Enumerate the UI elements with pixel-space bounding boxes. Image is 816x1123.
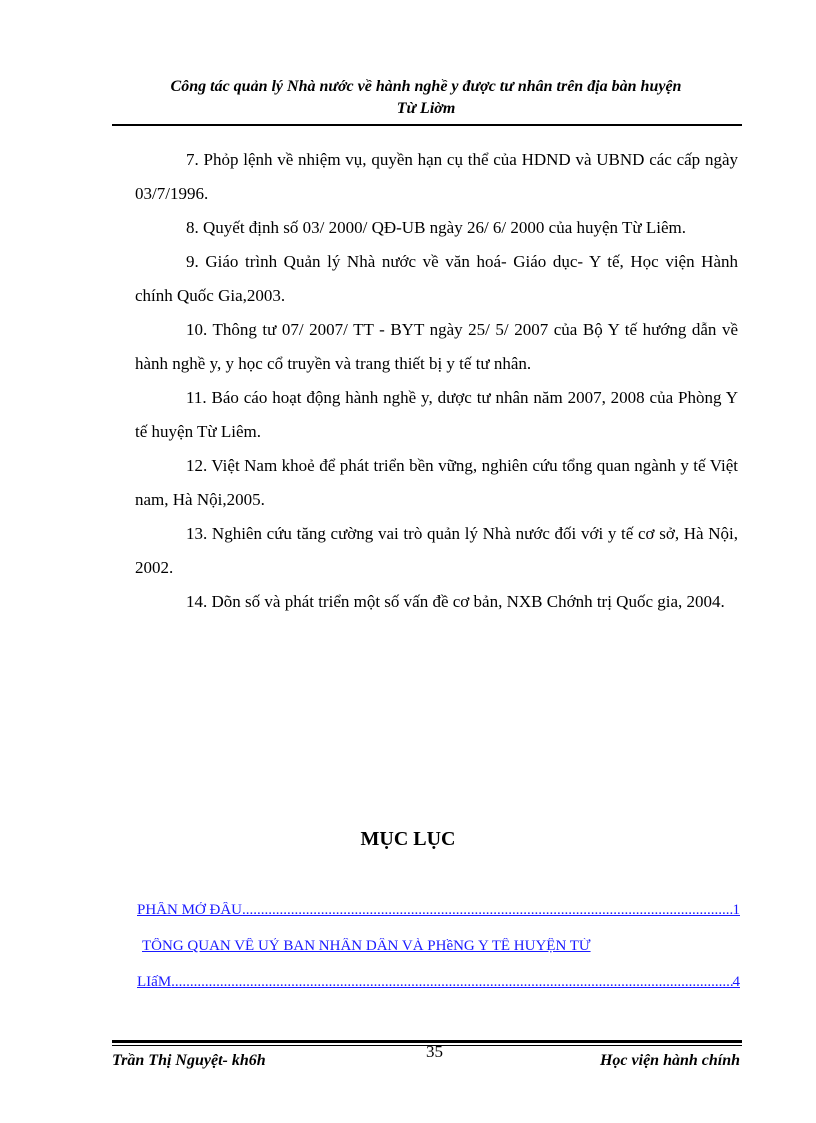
reference-item: 13. Nghiên cứu tăng cường vai trò quản lý Nhà nước đối với y tế cơ sở, Hà Nội, 2002. bbox=[135, 524, 738, 577]
reference-item: 9. Giáo trình Quản lý Nhà nước về văn hoá- Giáo dục- Y tế, Học viện Hành chính Quốc Gia,2003. bbox=[135, 252, 738, 305]
toc-link-introduction[interactable] bbox=[137, 902, 740, 919]
toc-entry-label: LIấM bbox=[137, 974, 172, 990]
reference-item: 7. Phỏp lệnh về nhiệm vụ, quyền hạn cụ thể của HDND và UBND các cấp ngày 03/7/1996. bbox=[135, 150, 738, 203]
toc-link-overview[interactable] bbox=[142, 938, 591, 955]
reference-item: 14. Dõn số và phát triển một số vấn đề cơ bản, NXB Chớnh trị Quốc gia, 2004. bbox=[186, 592, 725, 611]
reference-item: 11. Báo cáo hoạt động hành nghề y, dược tư nhân năm 2007, 2008 của Phòng Y tế huyện Từ Liêm. bbox=[135, 388, 738, 441]
toc-page-number: 4 bbox=[732, 974, 740, 990]
toc-dot-leader bbox=[242, 902, 732, 919]
page-number: 35 bbox=[426, 1042, 443, 1061]
toc-title: MỤC LỤC bbox=[360, 828, 456, 850]
toc-entry-label: PHẦN MỞ ĐẦU bbox=[137, 902, 243, 918]
header-divider bbox=[112, 124, 742, 126]
reference-item: 8. Quyết định số 03/ 2000/ QĐ-UB ngày 26/ 6/ 2000 của huyện Từ Liêm. bbox=[186, 218, 686, 237]
reference-item: 10. Thông tư 07/ 2007/ TT - BYT ngày 25/ 5/ 2007 của Bộ Y tế hướng dẫn về hành nghề y, y học cổ truyền và trang thiết bị y tế tư nhân. bbox=[135, 320, 738, 373]
header-title-line2: Từ Liờm bbox=[396, 100, 456, 117]
footer-institution: Học viện hành chính bbox=[599, 1052, 740, 1069]
reference-list bbox=[135, 143, 738, 619]
toc-page-number: 1 bbox=[732, 902, 740, 918]
toc-link-overview-cont[interactable] bbox=[137, 974, 740, 991]
running-header bbox=[110, 76, 742, 120]
footer-author: Trần Thị Nguyệt- kh6h bbox=[112, 1052, 266, 1069]
toc-dot-leader bbox=[171, 974, 732, 991]
toc-entry-label: TỔNG QUAN VỀ UỶ BAN NHÂN DÂN VÀ PHềNG Y TẾ HUYỆN TỪ bbox=[142, 938, 591, 954]
header-title-line1: Công tác quản lý Nhà nước về hành nghề y được tư nhân trên địa bàn huyện bbox=[170, 78, 682, 95]
reference-item: 12. Việt Nam khoẻ để phát triển bền vững, nghiên cứu tổng quan ngành y tế Việt nam, Hà Nội,2005. bbox=[135, 456, 738, 509]
